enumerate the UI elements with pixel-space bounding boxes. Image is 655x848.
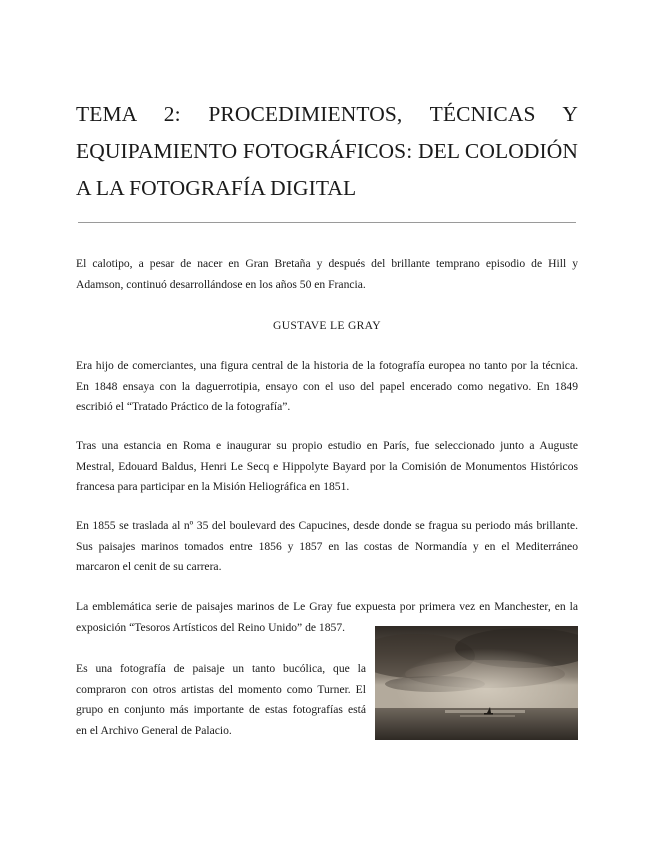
paragraph-3	[76, 516, 578, 578]
para3-line-1: En 1855 se traslada al nº 35 del boulevard des Capucines, desde donde se fragua su periodo más brillante.	[76, 519, 578, 532]
intro-line-1: El calotipo, a pesar de nacer en Gran Bretaña y después del brillante temprano episodio de Hill y	[76, 257, 578, 270]
horizontal-divider	[78, 222, 576, 223]
seascape-photograph	[375, 626, 578, 740]
para2-line-1: Tras una estancia en Roma e inaugurar su propio estudio en París, fue seleccionado junto a Auguste	[76, 439, 578, 452]
intro-paragraph	[76, 254, 578, 295]
title-line-3: A LA FOTOGRAFÍA DIGITAL	[76, 176, 357, 200]
para1-line-3: escribió el “Tratado Práctico de la fotografía”.	[76, 400, 291, 413]
seascape-image	[375, 626, 578, 740]
para5-line-1: Es una fotografía de paisaje un tanto bucólica, que la	[76, 662, 366, 675]
paragraph-1	[76, 356, 578, 418]
para4-line-2: exposición “Tesoros Artísticos del Reino Unido” de 1857.	[76, 620, 346, 634]
title-line-1: TEMA 2: PROCEDIMIENTOS, TÉCNICAS Y	[76, 102, 578, 126]
section-heading: GUSTAVE LE GRAY	[273, 319, 381, 332]
intro-line-2: Adamson, continuó desarrollándose en los años 50 en Francia.	[76, 277, 366, 291]
para4-line-1: La emblemática serie de paisajes marinos de Le Gray fue expuesta por primera vez en Manchester, en la	[76, 600, 578, 613]
title-line-2: EQUIPAMIENTO FOTOGRÁFICOS: DEL COLODIÓN	[76, 139, 578, 163]
para1-line-2: En 1848 ensaya con la daguerrotipia, ensayo con el uso del papel encerado como negativo. En 1849	[76, 379, 578, 393]
para1-line-1: Era hijo de comerciantes, una figura central de la historia de la fotografía europea no tanto por la técnica.	[76, 359, 578, 372]
para5-line-2: compraron con otros artistas del momento como Turner. El	[76, 682, 366, 696]
paragraph-5	[76, 659, 366, 741]
para3-line-2: Sus paisajes marinos tomados entre 1856 y 1857 en las costas de Normandía y en el Mediterráneo	[76, 539, 578, 553]
para5-line-4: en el Archivo General de Palacio.	[76, 723, 232, 737]
paragraph-2	[76, 436, 578, 498]
para5-line-3: grupo en conjunto más importante de estas fotografías está	[76, 703, 366, 716]
para2-line-3: francesa para participar en la Misión Heliográfica en 1851.	[76, 480, 350, 493]
para2-line-2: Mestral, Edouard Baldus, Henri Le Secq e Hippolyte Bayard por la Comisión de Monumentos Históricos	[76, 459, 578, 473]
page-title	[76, 96, 578, 207]
para3-line-3: marcaron el cenit de su carrera.	[76, 560, 222, 573]
